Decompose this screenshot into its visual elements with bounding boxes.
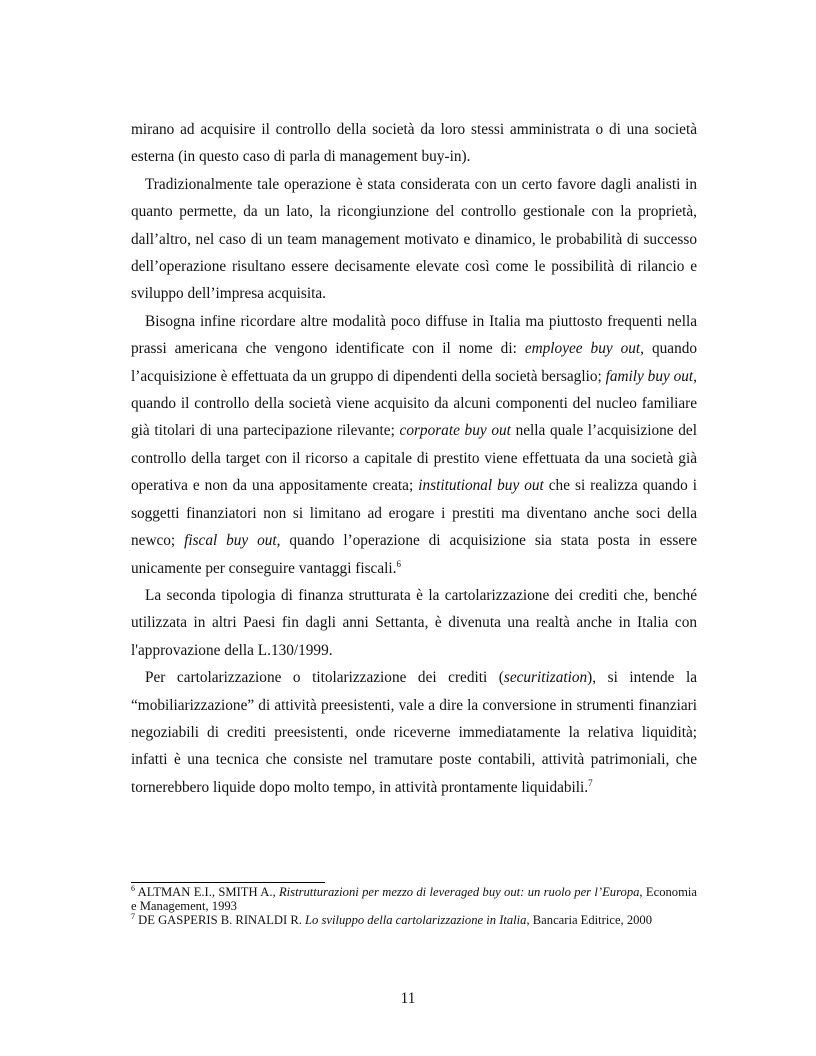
italic-term: family buy out,: [605, 367, 697, 385]
italic-term: institutional buy out: [418, 477, 544, 495]
footnote-ref: 7: [588, 777, 593, 788]
italic-term: fiscal buy out,: [184, 532, 281, 550]
footnote-ref: 6: [396, 558, 401, 569]
paragraph-1: mirano ad acquisire il controllo della società da loro stessi amministrata o di una società esterna (in questo caso di parla di management buy-in).: [131, 121, 697, 166]
footnote-7: [131, 913, 697, 927]
italic-term: employee buy out,: [524, 340, 644, 358]
footnote-number: 7: [131, 911, 135, 921]
text: che si realizza quando i soggetti finanziatori non si limitano ad erogare i prestiti ma diventano anche soci della newco;: [131, 477, 697, 550]
text: nella quale l’acquisizione del controllo della target con il ricorso a capitale di prestito viene effettuata da una società già operativa e non da una appositamente creata;: [131, 422, 697, 495]
paragraph-5: [131, 664, 697, 801]
footnote-number: 6: [131, 883, 135, 893]
text: Bisogna infine ricordare altre modalità poco diffuse in Italia ma piuttosto frequenti nella prassi americana che vengono identificate con il nome di:: [131, 312, 697, 358]
italic-term: corporate buy out: [399, 422, 511, 440]
paragraph-2: Tradizionalmente tale operazione è stata considerata con un certo favore dagli analisti in quanto permette, da un lato, la ricongiunzione del controllo gestionale con la proprietà, dall’altro, nel caso di un team management motivato e dinamico, le probabilità di successo dell’operazione risultano essere decisamente elevate così come le possibilità di rilancio e sviluppo dell’impresa acquisita.: [131, 175, 697, 303]
text: quando il controllo della società viene acquisito da alcuni componenti del nucleo familiare già titolari di una partecipazione rilevante;: [131, 395, 697, 440]
footnote-title: Lo sviluppo della cartolarizzazione in Italia: [305, 913, 527, 927]
text: Per cartolarizzazione o titolarizzazione dei crediti (: [145, 669, 504, 687]
footnote-text: ALTMAN E.I., SMITH A.,: [135, 885, 279, 899]
paragraph-3: [131, 308, 697, 582]
page-number: 11: [400, 990, 416, 1007]
footnote-divider: [131, 882, 325, 883]
footnote-title: Ristrutturazioni per mezzo di leveraged buy out: un ruolo per l’Europa: [278, 885, 640, 899]
footnote-text: , Bancaria Editrice, 2000: [526, 913, 653, 927]
text: quando l’acquisizione è effettuata da un gruppo di dipendenti della società bersaglio;: [131, 340, 698, 385]
paragraph-4: La seconda tipologia di finanza strutturata è la cartolarizzazione dei crediti che, benché utilizzata in altri Paesi fin dagli anni Settanta, è divenuta una realtà anche in Italia con l'approvazione della L.130/1999.: [131, 586, 697, 659]
footnote-6: [131, 885, 697, 913]
italic-term: securitization: [503, 669, 588, 687]
footnote-text: DE GASPERIS B. RINALDI R.: [135, 913, 306, 927]
page-body: [131, 116, 697, 801]
footnotes: [131, 885, 697, 927]
text: ), si intende la “mobiliarizzazione” di attività preesistenti, vale a dire la conversione in strumenti finanziari negoziabili di crediti preesistenti, onde riceverne immediatamente la relativa liquidità; infatti è una tecnica che consiste nel tramutare poste contabili, attività patrimoniali, che tornerebbero liquide dopo molto tempo, in attività prontamente liquidabili.: [131, 669, 697, 796]
footnote-text: , Economia e Management, 1993: [131, 885, 697, 913]
text: quando l’operazione di acquisizione sia stata posta in essere unicamente per conseguire vantaggi fiscali.: [131, 532, 697, 577]
